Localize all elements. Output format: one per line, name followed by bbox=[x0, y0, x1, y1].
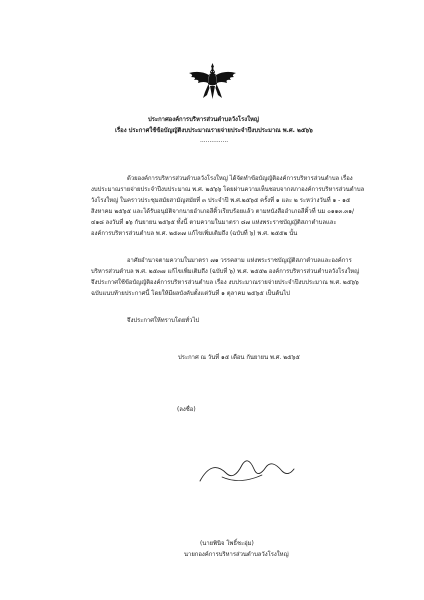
closing-line: จึงประกาศให้ทราบโดยทั่วไป bbox=[127, 318, 200, 324]
signer-name: (นายพินิจ โพธิ์ชะอุ่ม) bbox=[200, 541, 254, 547]
garuda-emblem-icon bbox=[186, 62, 239, 102]
title-divider-dots: ............... bbox=[200, 138, 229, 144]
document-subject: เรื่อง ประกาศใช้ข้อบัญญัติงบประมาณรายจ่ายประจำปีงบประมาณ พ.ศ. ๒๕๖๖ bbox=[115, 128, 313, 134]
para1-line2: งบประมาณรายจ่ายประจำปีงบประมาณ พ.ศ. ๒๕๖๖ โดยผ่านความเห็นชอบจากสภาองค์การบริหารส่วนตำบล bbox=[91, 187, 365, 193]
para2-line4: ฉบับแนบท้ายประกาศนี้ โดยให้มีผลบังคับตั้งแต่วันที่ ๑ ตุลาคม ๒๕๖๕ เป็นต้นไป bbox=[91, 291, 290, 297]
para2-line2: บริหารส่วนตำบล พ.ศ. ๒๕๓๗ แก้ไขเพิ่มเติมถึง (ฉบับที่ ๖) พ.ศ. ๒๕๕๒ องค์การบริหารส่วนตำบลวังโรงใหญ่ bbox=[91, 269, 360, 275]
para1-line1: ด้วยองค์การบริหารส่วนตำบลวังโรงใหญ่ ได้จัดทำข้อบัญญัติองค์การบริหารส่วนตำบล เรื่อง bbox=[127, 176, 353, 182]
handwritten-signature-icon bbox=[192, 451, 300, 493]
signer-position: นายกองค์การบริหารส่วนตำบลวังโรงใหญ่ bbox=[184, 552, 289, 558]
document-title: ประกาศองค์การบริหารส่วนตำบลวังโรงใหญ่ bbox=[148, 117, 259, 123]
para1-line6: องค์การบริหารส่วนตำบล พ.ศ. ๒๕๓๗ แก้ไขเพิ่มเติมถึง (ฉบับที่ ๖) พ.ศ. ๒๕๕๒ นั้น bbox=[91, 231, 298, 237]
para1-line5: ๔๑๘ ลงวันที่ ๑๖ กันยายน ๒๕๖๕ ทั้งนี้ ตามความในมาตรา ๘๗ แห่งพระราชบัญญัติสภาตำบลและ bbox=[91, 220, 337, 226]
para1-line4: สิงหาคม ๒๕๖๕ และได้รับอนุมัติจากนายอำเภอสีคิ้วเรียบร้อยแล้ว ตามหนังสืออำเภอสีคิ้วที่ นม ๐๑๑๓.๓๑/ bbox=[91, 209, 354, 215]
signed-label: (ลงชื่อ) bbox=[177, 407, 196, 413]
para2-line1: อาศัยอำนาจตามความในมาตรา ๗๑ วรรคสาม แห่งพระราชบัญญัติสภาตำบลและองค์การ bbox=[127, 258, 352, 264]
announcement-date: ประกาศ ณ วันที่ ๑๕ เดือน กันยายน พ.ศ. ๒๕๖๕ bbox=[178, 355, 300, 361]
para1-line3: วังโรงใหญ่ ในคราวประชุมสมัยสามัญสมัยที่ ๓ ประจำปี พ.ศ.๒๕๖๕ ครั้งที่ ๑ และ ๒ ระหว่างวันที่ ๑ - ๑๕ bbox=[91, 198, 351, 204]
para2-line3: จึงประกาศใช้ข้อบัญญัติองค์การบริหารส่วนตำบล เรื่อง งบประมาณรายจ่ายประจำปีงบประมาณ พ.ศ. ๒๕๖๖ bbox=[91, 280, 359, 286]
